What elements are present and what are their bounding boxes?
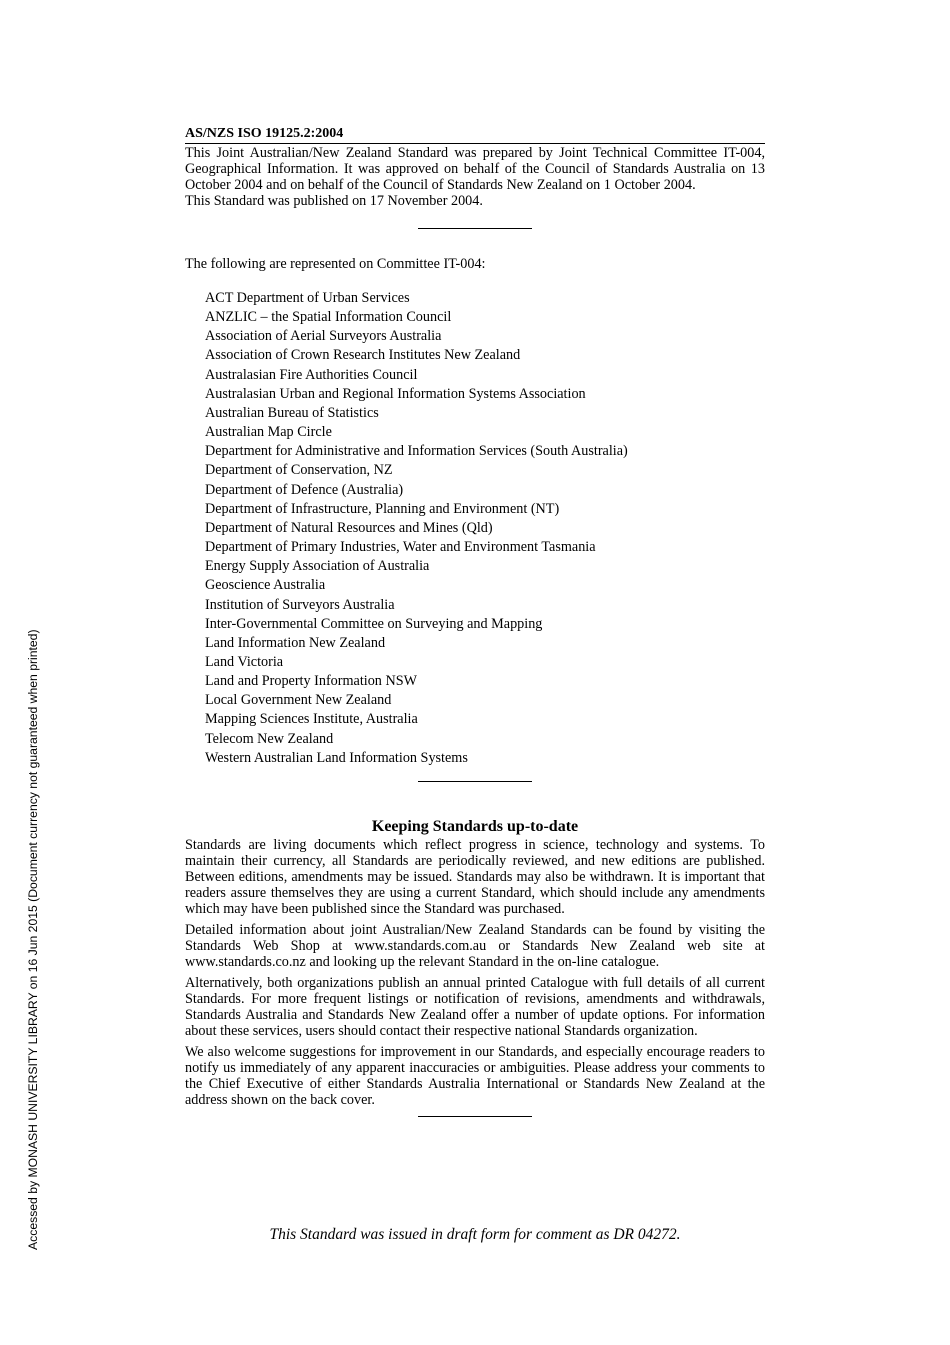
list-item: ANZLIC – the Spatial Information Council [205, 309, 452, 326]
list-item: Department of Defence (Australia) [205, 481, 404, 498]
publication-statement: This Standard was published on 17 November 2004. [185, 193, 483, 209]
section-divider [418, 228, 532, 229]
body-paragraph: Standards are living documents which reflect progress in science, technology and systems. To maintain their currency, all Standards are periodically reviewed, and new editions are published. Between editions, amendments may be issued. Standards may also be withdrawn. It is important that readers assure themselves they are using a current Standard, which should include any amendments which may have been published since the Standard was purchased. [185, 836, 765, 917]
list-item: Energy Supply Association of Australia [205, 558, 430, 575]
list-item: Australasian Fire Authorities Council [205, 366, 418, 383]
list-item: Department of Infrastructure, Planning and Environment (NT) [205, 500, 560, 517]
list-item: Inter-Governmental Committee on Surveying and Mapping [205, 615, 543, 632]
list-item: Department of Primary Industries, Water and Environment Tasmania [205, 539, 596, 556]
list-item: Department of Natural Resources and Mines (Qld) [205, 519, 493, 536]
list-item: Australian Bureau of Statistics [205, 404, 379, 421]
body-paragraph: We also welcome suggestions for improvement in our Standards, and especially encourage readers to notify us immediately of any apparent inaccuracies or ambiguities. Please address your comments to the Chief Executive of either Standards Australia International or Standards New Zealand at the address shown on the back cover. [185, 1043, 765, 1108]
list-item: Institution of Surveyors Australia [205, 596, 395, 613]
list-item: Local Government New Zealand [205, 692, 392, 709]
list-item: Land and Property Information NSW [205, 673, 417, 690]
section-title: Keeping Standards up-to-date [371, 817, 579, 835]
committee-intro: The following are represented on Committee IT-004: [185, 256, 486, 272]
list-item: Western Australian Land Information Systems [205, 749, 468, 766]
list-item: ACT Department of Urban Services [205, 290, 410, 306]
list-item: Association of Aerial Surveyors Australia [205, 328, 442, 345]
list-item: Association of Crown Research Institutes New Zealand [205, 347, 521, 364]
section-divider [418, 781, 532, 782]
list-item: Australasian Urban and Regional Information Systems Association [205, 385, 586, 402]
committee-member-list [205, 289, 765, 768]
document-page [185, 126, 765, 1117]
list-item: Land Victoria [205, 653, 284, 670]
body-paragraph: Detailed information about joint Australian/New Zealand Standards can be found by visiting the Standards Web Shop at www.standards.com.au or Standards New Zealand web site at www.standards.co.nz and looking up the relevant Standard in the on-line catalogue. [185, 921, 765, 970]
draft-note: This Standard was issued in draft form for comment as DR 04272. [269, 1226, 681, 1243]
access-watermark: Accessed by MONASH UNIVERSITY LIBRARY on 16 Jun 2015 (Document currency not guaranteed when printed) [26, 629, 40, 1250]
list-item: Mapping Sciences Institute, Australia [205, 711, 418, 728]
list-item: Land Information New Zealand [205, 634, 386, 651]
list-item: Department for Administrative and Information Services (South Australia) [205, 443, 628, 460]
list-item: Australian Map Circle [205, 424, 332, 441]
list-item: Geoscience Australia [205, 577, 326, 594]
document-id: AS/NZS ISO 19125.2:2004 [185, 126, 765, 144]
list-item: Department of Conservation, NZ [205, 462, 393, 479]
list-item: Telecom New Zealand [205, 730, 334, 747]
section-divider [418, 1116, 532, 1117]
body-paragraph: Alternatively, both organizations publish an annual printed Catalogue with full details of all current Standards. For more frequent listings or notification of revisions, amendments and withdrawals, Standards Australia and Standards New Zealand offer a number of update options. For information about these services, users should contact their respective national Standards organization. [185, 974, 765, 1039]
preparation-statement: This Joint Australian/New Zealand Standard was prepared by Joint Technical Committee IT-004, Geographical Information. It was approved on behalf of the Council of Standards Australia on 13 October 2004 and on behalf of the Council of Standards New Zealand on 1 October 2004. [185, 145, 765, 193]
